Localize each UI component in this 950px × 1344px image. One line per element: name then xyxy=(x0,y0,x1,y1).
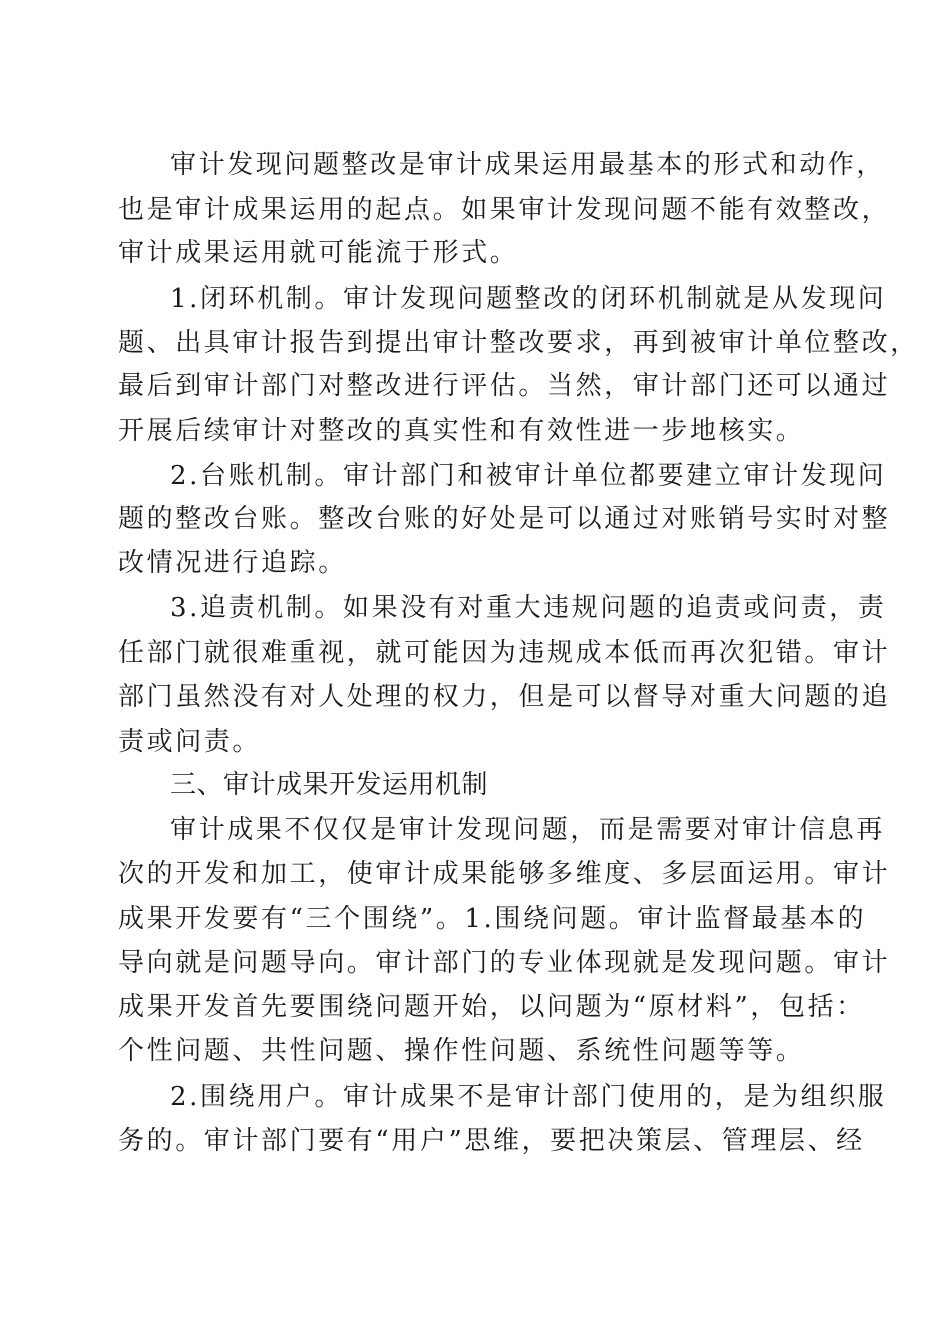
paragraph-line: 最后到审计部门对整改进行评估。当然，审计部门还可以通过 xyxy=(118,371,891,401)
paragraph-line: 务的。审计部门要有“用户”思维，要把决策层、管理层、经 xyxy=(118,1126,865,1156)
paragraph-line: 2.围绕用户。审计成果不是审计部门使用的，是为组织服 xyxy=(170,1082,887,1112)
paragraph-line: 改情况进行追踪。 xyxy=(118,548,347,578)
paragraph-line: 2.台账机制。审计部门和被审计单位都要建立审计发现问 xyxy=(170,461,887,491)
paragraph-line: 审计成果运用就可能流于形式。 xyxy=(118,238,519,268)
paragraph-line: 次的开发和加工，使审计成果能够多维度、多层面运用。审计 xyxy=(118,859,891,889)
paragraph-line: 审计发现问题整改是审计成果运用最基本的形式和动作， xyxy=(170,150,886,180)
paragraph-line: 部门虽然没有对人处理的权力，但是可以督导对重大问题的追 xyxy=(118,682,891,712)
paragraph-line: 题的整改台账。整改台账的好处是可以通过对账销号实时对整 xyxy=(118,504,891,534)
paragraph-line: 导向就是问题导向。审计部门的专业体现就是发现问题。审计 xyxy=(118,948,891,978)
paragraph-line: 成果开发首先要围绕问题开始，以问题为“原材料”，包括： xyxy=(118,992,865,1022)
paragraph-line: 开展后续审计对整改的真实性和有效性进一步地核实。 xyxy=(118,416,805,446)
paragraph-line: 成果开发要有“三个围绕”。1.围绕问题。审计监督最基本的 xyxy=(118,904,867,934)
paragraph-line: 个性问题、共性问题、操作性问题、系统性问题等等。 xyxy=(118,1036,805,1066)
paragraph-line: 任部门就很难重视，就可能因为违规成本低而再次犯错。审计 xyxy=(118,638,891,668)
section-heading: 三、审计成果开发运用机制 xyxy=(170,770,489,800)
paragraph-line: 也是审计成果运用的起点。如果审计发现问题不能有效整改， xyxy=(118,195,891,225)
paragraph-line: 3.追责机制。如果没有对重大违规问题的追责或问责，责 xyxy=(170,593,887,623)
paragraph-line: 题、出具审计报告到提出审计整改要求，再到被审计单位整改， xyxy=(118,328,919,358)
paragraph-line: 责或问责。 xyxy=(118,727,262,757)
paragraph-line: 审计成果不仅仅是审计发现问题，而是需要对审计信息再 xyxy=(170,815,886,845)
paragraph-line: 1.闭环机制。审计发现问题整改的闭环机制就是从发现问 xyxy=(170,284,887,314)
